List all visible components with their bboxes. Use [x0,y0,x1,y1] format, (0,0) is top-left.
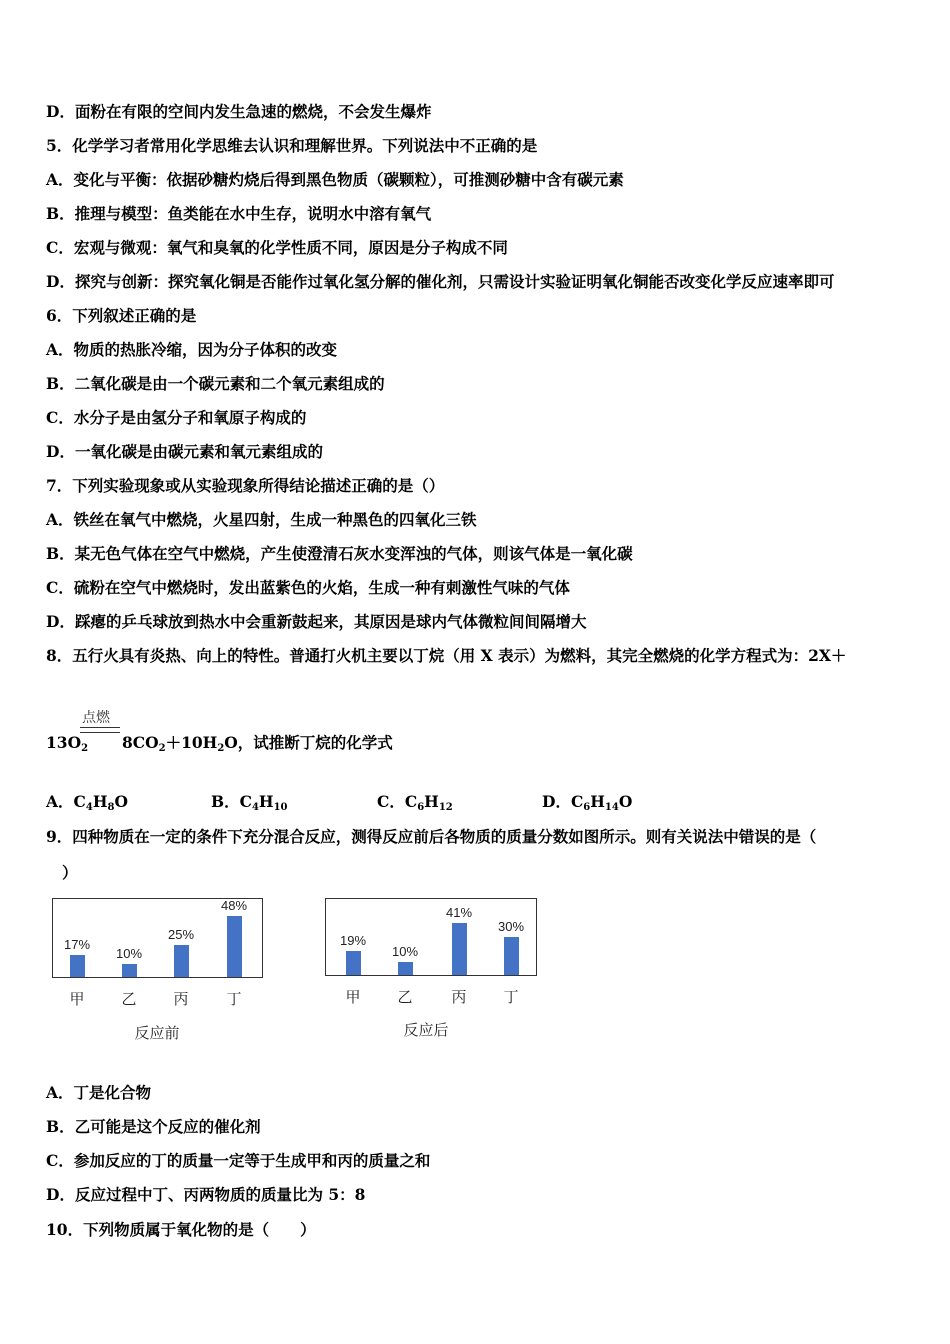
q6-option-a: A．物质的热胀冷缩，因为分子体积的改变 [46,340,338,359]
equation-right-a: 8CO [122,733,159,752]
q9-option-a: A．丁是化合物 [46,1083,152,1102]
chart-after-bar-3 [504,937,519,975]
chart-before-bar-2 [174,945,189,977]
q4-option-d: D．面粉在有限的空间内发生急速的燃烧，不会发生爆炸 [46,102,432,121]
q8-option-c: C．$C_6H_{12}$ [377,792,453,813]
chart-after-category-label: 乙 [397,988,413,1006]
chart-after-value-label: 41% [445,905,473,920]
chart-before-category-label: 丁 [226,990,242,1008]
reaction-condition: 点燃 [82,710,110,726]
q6-option-b: B．二氧化碳是由一个碳元素和二个氧元素组成的 [46,374,385,393]
chart-before-category-label: 乙 [121,990,137,1008]
q5-option-a: A．变化与平衡：依据砂糖灼烧后得到黑色物质（碳颗粒），可推测砂糖中含有碳元素 [46,170,624,189]
q6-option-c: C．水分子是由氢分子和氧原子构成的 [46,408,307,427]
equation-arrow-top [80,727,120,728]
chart-before-value-label: 25% [167,927,195,942]
q9-stem: 9．四种物质在一定的条件下充分混合反应，测得反应前后各物质的质量分数如图所示。则有关说法中错误的是（ [46,827,817,846]
q7-option-b: B．某无色气体在空气中燃烧，产生使澄清石灰水变浑浊的气体，则该气体是一氧化碳 [46,544,633,563]
chart-after-category-label: 丙 [451,988,467,1006]
q8-option-d: D．$C_6H_{14}O$ [542,792,633,813]
q5-option-b: B．推理与模型：鱼类能在水中生存，说明水中溶有氧气 [46,204,432,223]
q8-option-a: A．$C_4H_8O$ [46,792,128,813]
q8-equation [46,733,88,753]
q9-option-b: B．乙可能是这个反应的催化剂 [46,1117,261,1136]
equation-left-sub: 2 [81,743,89,754]
chart-after-category-label: 丁 [503,988,519,1006]
q8-stem: 8．五行火具有炎热、向上的特性。普通打火机主要以丁烷（用 X 表示）为燃料，其完全燃烧的化学方程式为：2X＋ [46,646,847,665]
chart-after-value-label: 30% [497,919,525,934]
q8-equation-right [122,733,393,753]
chart-before-bar-1 [122,964,137,977]
q7-stem: 7．下列实验现象或从实验现象所得结论描述正确的是（） [46,476,445,495]
q6-option-d: D．一氧化碳是由碳元素和氧元素组成的 [46,442,323,461]
q5-option-d: D．探究与创新：探究氧化铜是否能作过氧化氢分解的催化剂，只需设计实验证明氧化铜能否改变化学反应速率即可 [46,272,835,291]
chart-after-value-label: 10% [391,944,419,959]
q5-option-c: C．宏观与微观：氧气和臭氧的化学性质不同，原因是分子构成不同 [46,238,508,257]
chart-after-value-label: 19% [339,933,367,948]
chart-before-bar-3 [227,916,242,977]
chart-before-value-label: 17% [63,937,91,952]
q9-option-d: D．反应过程中丁、丙两物质的质量比为 5：8 [46,1185,366,1204]
chart-after-category-label: 甲 [345,988,361,1006]
chart-after-title: 反应后 [403,1021,449,1039]
q7-option-a: A．铁丝在氧气中燃烧，火星四射，生成一种黑色的四氧化三铁 [46,510,477,529]
equation-right-b-sub: 2 [217,743,225,754]
chart-before [52,898,264,1048]
equation-right-a-sub: 2 [158,743,166,754]
chart-after-bar-0 [346,951,361,975]
chart-after-bar-2 [452,923,467,975]
q9-option-c: C．参加反应的丁的质量一定等于生成甲和丙的质量之和 [46,1151,431,1170]
q7-option-c: C．硫粉在空气中燃烧时，发出蓝紫色的火焰，生成一种有刺激性气味的气体 [46,578,570,597]
chart-after [325,898,539,1048]
equation-right-b: ＋10H [165,733,218,752]
chart-after-bar-1 [398,962,413,975]
chart-before-category-label: 甲 [69,990,85,1008]
chart-before-value-label: 48% [220,898,248,913]
chart-before-bar-0 [70,955,85,977]
equation-left: 13O [46,733,82,752]
q7-option-d: D．踩瘪的乒乓球放到热水中会重新鼓起来，其原因是球内气体微粒间间隔增大 [46,612,587,631]
chart-before-value-label: 10% [115,946,143,961]
q5-stem: 5．化学学习者常用化学思维去认识和理解世界。下列说法中不正确的是 [46,136,538,155]
q8-option-b: B．$C_4H_{10}$ [211,792,288,813]
q6-stem: 6．下列叙述正确的是 [46,306,197,325]
q10-stem: 10．下列物质属于氧化物的是（ ） [46,1220,316,1239]
chart-before-category-label: 丙 [173,990,189,1008]
equation-right-c: O，试推断丁烷的化学式 [224,733,393,752]
q9-stem-close: ） [62,863,78,882]
chart-before-title: 反应前 [134,1024,180,1042]
